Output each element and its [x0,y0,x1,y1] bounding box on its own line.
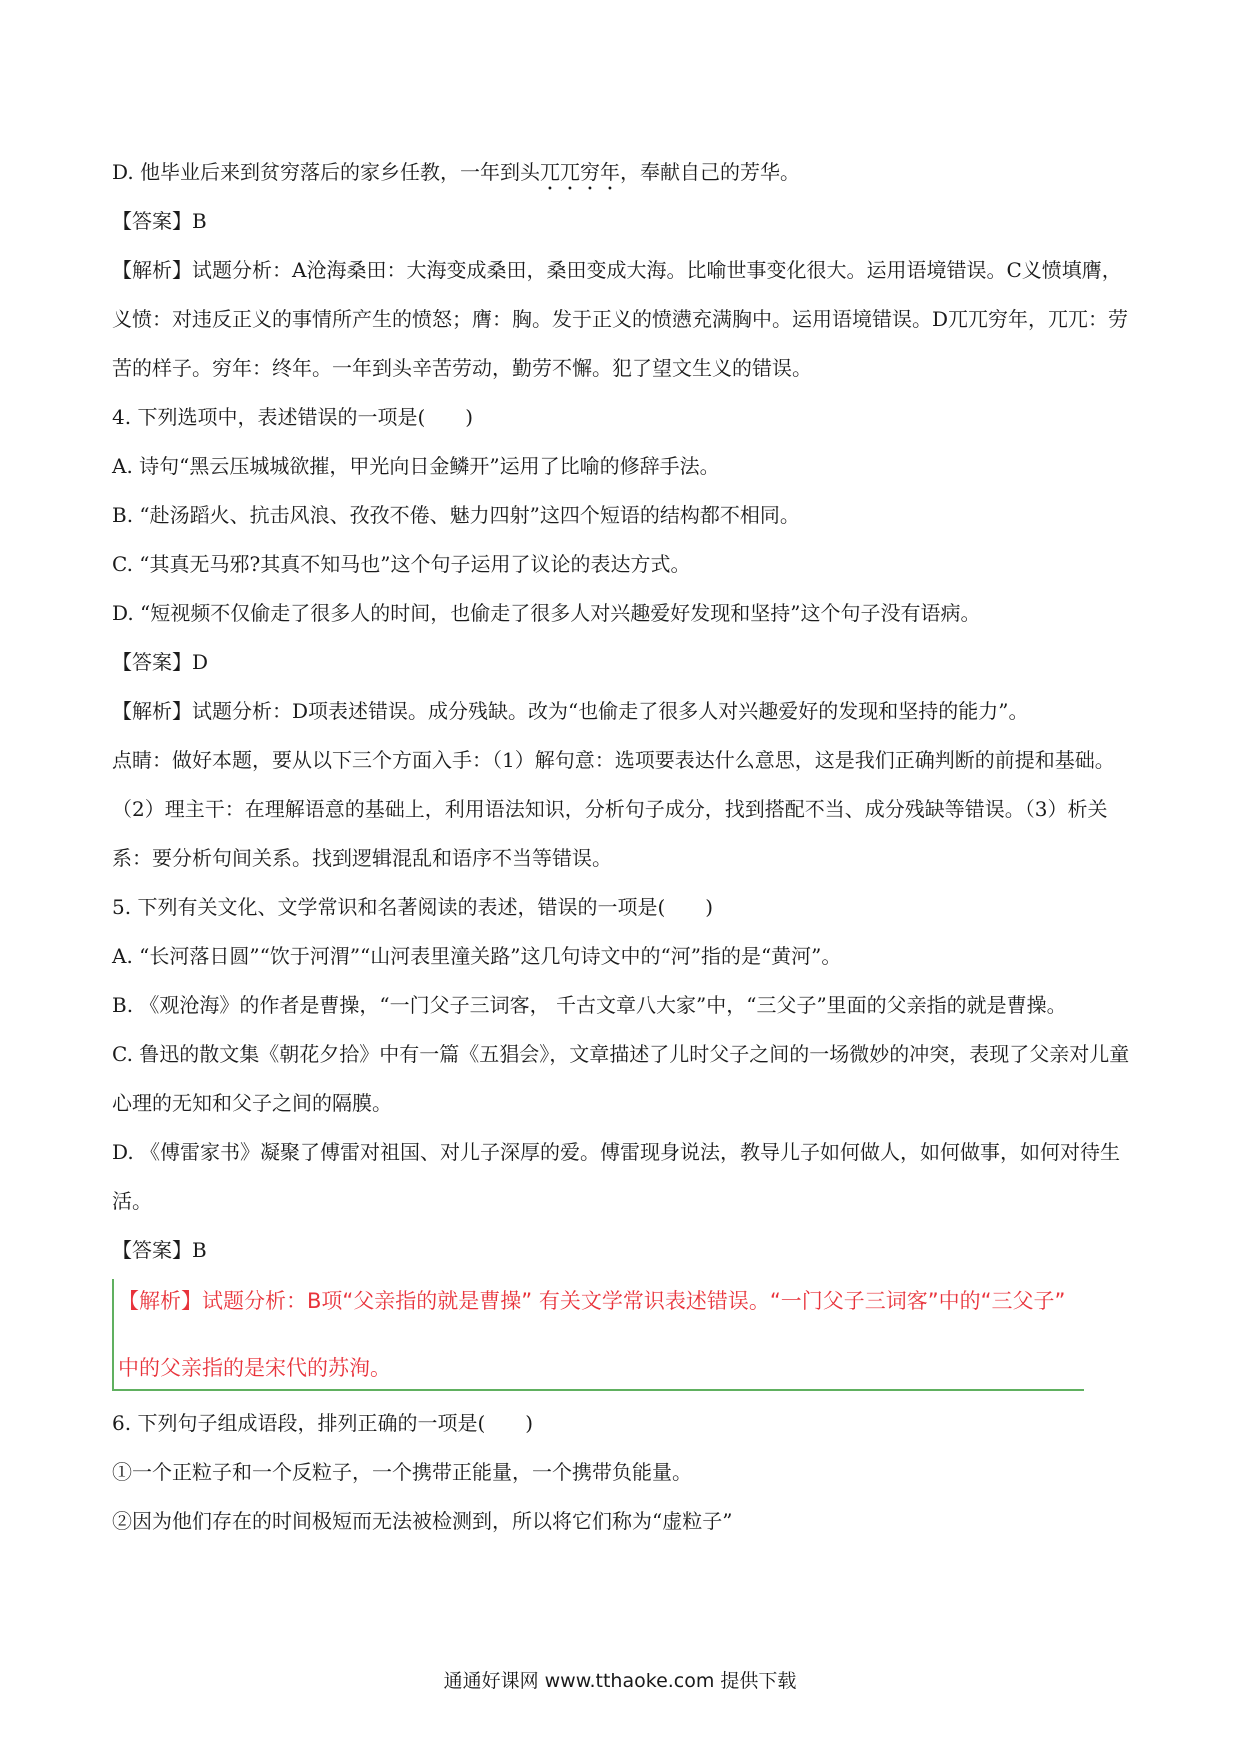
q5-analysis-line-2: 中的父亲指的是宋代的苏洵。 [118,1356,391,1380]
q3-analysis: 【解析】试题分析：A沧海桑田：大海变成桑田，桑田变成大海。比喻世事变化很大。运用语境错误。C义愤填膺，义愤：对违反正义的事情所产生的愤怒；膺：胸。发于正义的愤懑充满胸中。运用语境错误。D兀兀穷年，兀兀：劳苦的样子。穷年：终年。一年到头辛苦劳动，勤劳不懈。犯了望文生义的错误。 [112,258,1129,380]
q6-sentence-2: ②因为他们存在的时间极短而无法被检测到，所以将它们称为“虚粒子” [112,1509,733,1533]
q5-option-c: C. 鲁迅的散文集《朝花夕拾》中有一篇《五猖会》，文章描述了儿时父子之间的一场微妙的冲突，表现了父亲对儿童心理的无知和父子之间的隔膜。 [112,1042,1130,1115]
q5-option-d: D. 《傅雷家书》凝聚了傅雷对祖国、对儿子深厚的爱。傅雷现身说法，教导儿子如何做人，如何做事，如何对待生活。 [112,1140,1121,1213]
q4-stem: 4. 下列选项中，表述错误的一项是( ) [112,405,474,429]
q4-option-d: D. “短视频不仅偷走了很多人的时间，也偷走了很多人对兴趣爱好发现和坚持”这个句子没有语病。 [112,601,981,625]
q5-analysis-box [112,1279,1084,1391]
q3-answer: 【答案】B [112,209,207,233]
document-body [112,148,1132,1546]
q5-stem: 5. 下列有关文化、文学常识和名著阅读的表述，错误的一项是( ) [112,895,714,919]
q6-stem: 6. 下列句子组成语段，排列正确的一项是( ) [112,1411,534,1435]
page-footer: 通通好课网 www.tthaoke.com 提供下载 [443,1670,797,1692]
q4-option-c: C. “其真无马邪?其真不知马也”这个句子运用了议论的表达方式。 [112,552,691,576]
q5-analysis-line-1: 【解析】试题分析：B项“父亲指的就是曹操” 有关文学常识表述错误。“一门父子三词客”中的“三父子” [118,1289,1066,1313]
q4-option-b: B. “赴汤蹈火、抗击风浪、孜孜不倦、魅力四射”这四个短语的结构都不相同。 [112,503,800,527]
q4-answer: 【答案】D [112,650,209,674]
q3-option-d-emphasis: 兀兀穷年 [540,160,621,184]
q4-option-a: A. 诗句“黑云压城城欲摧，甲光向日金鳞开”运用了比喻的修辞手法。 [112,454,720,478]
q6-sentence-1: ①一个正粒子和一个反粒子，一个携带正能量，一个携带负能量。 [112,1460,692,1484]
q5-option-a: A. “长河落日圆”“饮于河渭”“山河表里潼关路”这几句诗文中的“河”指的是“黄河”。 [112,944,842,968]
q4-key-point: 点睛：做好本题，要从以下三个方面入手：（1）解句意：选项要表达什么意思，这是我们正确判断的前提和基础。（2）理主干：在理解语意的基础上，利用语法知识，分析句子成分，找到搭配不当、成分残缺等错误。（3）析关系：要分析句间关系。找到逻辑混乱和语序不当等错误。 [112,748,1115,870]
q4-analysis: 【解析】试题分析：D项表述错误。成分残缺。改为“也偷走了很多人对兴趣爱好的发现和坚持的能力”。 [112,699,1029,723]
q5-option-b: B. 《观沧海》的作者是曹操，“一门父子三词客， 千古文章八大家”中，“三父子”里面的父亲指的就是曹操。 [112,993,1067,1017]
q3-option-d-text: D. 他毕业后来到贫穷落后的家乡任教，一年到头 [112,160,541,184]
q5-answer: 【答案】B [112,1238,207,1262]
q3-option-d-tail: ，奉献自己的芳华。 [620,160,801,184]
q3-option-d [112,148,1132,197]
